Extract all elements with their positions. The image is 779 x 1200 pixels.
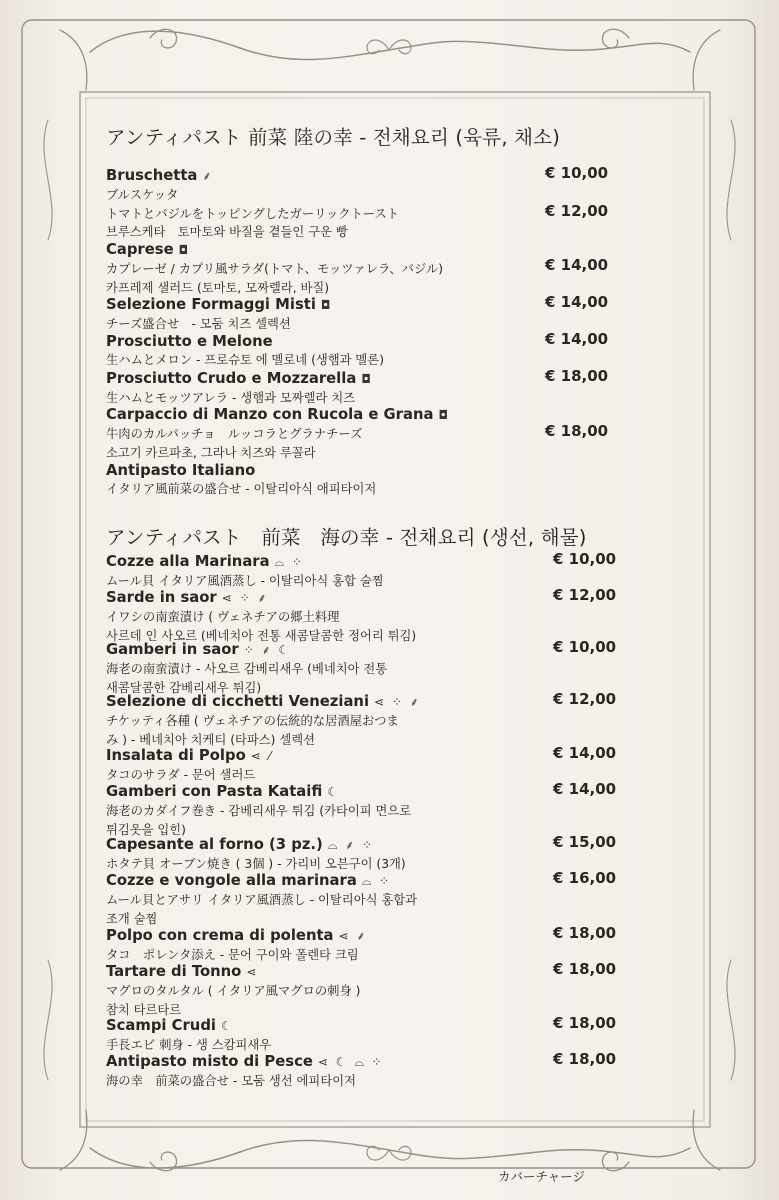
shellfish-icon: ⌓ ⁘ (361, 874, 392, 888)
item-desc: 海の幸 前菜の盛合せ - 모둠 생선 에피타이저 (106, 1074, 356, 1088)
item-desc: チーズ盛合せ - 모둠 치즈 셀렉션 (106, 317, 291, 331)
fish-icon: ⋖ ⁘ ⸙ (221, 591, 269, 605)
item-desc: カプレーゼ / カプリ風サラダ(トマト、モッツァレラ、バジル) (106, 262, 444, 276)
item-desc: ムール貝とアサリ イタリア風酒蒸し - 이탈리아식 홍합과 (106, 893, 417, 907)
item-desc: ムール貝 イタリア風酒蒸し - 이탈리아식 홍합 술찜 (106, 574, 384, 588)
cheese-icon: ◘ (320, 298, 333, 312)
price: € 15,00 (553, 833, 617, 851)
menu-item-formaggi (106, 295, 526, 334)
fish-icon: ⋖ ⁄ (250, 749, 273, 763)
menu-item-misto (106, 1052, 526, 1091)
menu-item-capesante (106, 835, 526, 874)
item-name: Antipasto misto di Pesce (106, 1053, 313, 1070)
price: € 14,00 (553, 744, 617, 762)
menu-item-polenta (106, 926, 526, 965)
item-desc: 사르데 인 사오르 (베네치아 전통 새콤달콤한 정어리 튀김) (106, 628, 417, 643)
cheese-icon: ◘ (438, 408, 450, 422)
shrimp-icon: ☾ (221, 1019, 234, 1033)
price: € 16,00 (553, 869, 617, 887)
section-title-sea: アンティパスト 前菜 海の幸 - 전채요리 (생선, 해물) (106, 526, 587, 549)
item-name: Caprese (106, 241, 174, 258)
menu-item-italiano (106, 461, 526, 499)
item-name: Sarde in saor (106, 589, 217, 606)
item-desc: マグロのタルタル ( イタリア風マグロの刺身 ) (106, 984, 361, 998)
price: € 10,00 (545, 164, 609, 182)
item-desc: 牛肉のカルパッチョ ルッコラとグラナチーズ (106, 427, 363, 441)
item-desc: ブルスケッタ (106, 188, 179, 202)
item-name: Selezione di cicchetti Veneziani (106, 693, 370, 710)
menu-item-polpo (106, 746, 526, 785)
price: € 10,00 (553, 550, 617, 568)
fish-icon: ⋖ (246, 965, 259, 979)
menu-item-scampi (106, 1016, 526, 1055)
item-name: Gamberi con Pasta Kataifi (106, 783, 323, 800)
item-name: Cozze alla Marinara (106, 553, 270, 570)
item-name: Selezione Formaggi Misti (106, 296, 316, 313)
menu-item-vongole (106, 871, 526, 928)
item-desc: 生ハムとメロン - 프로슈토 에 멜로네 (생햄과 멜론) (106, 353, 384, 367)
fish-icon: ⋖ ⁘ ⸙ (374, 695, 421, 709)
price: € 18,00 (553, 1050, 617, 1068)
shellfish-icon: ⌓ ⁘ (274, 555, 304, 569)
item-name: Gamberi in saor (106, 641, 239, 658)
price: € 18,00 (545, 422, 609, 440)
section-title-land: アンティパスト 前菜 陸の幸 - 전채요리 (육류, 채소) (106, 126, 560, 149)
price: € 10,00 (553, 638, 617, 656)
menu-item-gamberi (106, 640, 526, 697)
shrimp-icon: ⁘ ⸙ ☾ (243, 643, 292, 657)
item-name: Scampi Crudi (106, 1017, 217, 1034)
item-name: Capesante al forno (3 pz.) (106, 836, 323, 853)
price: € 18,00 (553, 960, 617, 978)
item-desc: チケッティ各種 ( ヴェネチアの伝統的な居酒屋おつま (106, 714, 399, 728)
item-name: Antipasto Italiano (106, 462, 256, 479)
shrimp-icon: ☾ (327, 785, 341, 799)
fish-icon: ⋖ ⸙ (338, 929, 368, 943)
price: € 12,00 (545, 202, 609, 220)
price: € 12,00 (553, 586, 617, 604)
item-name: Tartare di Tonno (106, 963, 242, 980)
item-desc: 브루스케타 토마토와 바질을 곁들인 구운 빵 (106, 225, 348, 239)
menu-item-bruschetta (106, 166, 526, 242)
price: € 18,00 (553, 1014, 617, 1032)
menu-item-kataifi (106, 782, 526, 839)
cheese-icon: ◘ (361, 372, 373, 386)
item-name: Polpo con crema di polenta (106, 927, 334, 944)
price: € 14,00 (545, 330, 609, 348)
menu-item-tonno (106, 962, 526, 1019)
menu-item-sarde (106, 588, 526, 645)
menu-item-cicchetti (106, 692, 526, 749)
item-desc: イワシの南蛮漬け ( ヴェネチアの郷土料理 (106, 610, 340, 624)
item-name: Prosciutto Crudo e Mozzarella (106, 370, 357, 387)
item-desc: 生ハムとモッツアレラ - 생햄과 모짜렐라 치즈 (106, 391, 356, 405)
item-desc: 조개 술찜 (106, 911, 158, 926)
item-name: Prosciutto e Melone (106, 333, 273, 350)
item-desc: タコ ポレンタ添え - 문어 구이와 폴렌타 크림 (106, 948, 359, 962)
price: € 12,00 (553, 690, 617, 708)
item-desc: 참치 타르타르 (106, 1002, 182, 1017)
fish-icon: ⋖ ☾ ⌓ ⁘ (317, 1055, 384, 1069)
item-desc: タコのサラダ - 문어 샐러드 (106, 768, 256, 782)
price: € 18,00 (553, 924, 617, 942)
menu-item-melone (106, 332, 526, 370)
item-desc: 手長エビ 刺身 - 생 스캄피새우 (106, 1038, 272, 1052)
item-desc: 튀김옷을 입힌) (106, 822, 186, 837)
item-desc: トマトとバジルをトッピングしたガーリックトースト (106, 206, 400, 221)
item-desc: イタリア風前菜の盛合せ - 이탈리아식 애피타이저 (106, 482, 377, 496)
price: € 14,00 (545, 256, 609, 274)
menu-item-cozze (106, 552, 526, 591)
item-desc: み ) - 베네치아 치케티 (타파스) 셀렉션 (106, 732, 316, 747)
item-desc: ホタテ貝 オーブン焼き ( 3個 ) - 가리비 오븐구이 (3개) (106, 857, 406, 871)
menu-item-carpaccio (106, 405, 526, 462)
item-name: Insalata di Polpo (106, 747, 246, 764)
menu-item-caprese (106, 240, 526, 297)
item-name: Carpaccio di Manzo con Rucola e Grana (106, 406, 434, 423)
menu-item-crudo (106, 369, 526, 408)
cheese-icon: ◘ (178, 243, 191, 257)
item-desc: 소고기 카르파초, 그라나 치즈와 루꼴라 (106, 445, 316, 460)
item-name: Bruschetta (106, 167, 198, 184)
price: € 14,00 (553, 780, 617, 798)
item-desc: 海老のカダイフ巻き - 감베리새우 튀김 (카타이피 면으로 (106, 804, 412, 818)
item-desc: 카프레제 샐러드 (토마토, 모짜렐라, 바질) (106, 280, 330, 295)
price: € 14,00 (545, 293, 609, 311)
shellfish-icon: ⌓ ⸙ ⁘ (327, 838, 375, 852)
item-desc: 새콤달콤한 감베리새우 튀김) (106, 680, 262, 695)
item-desc: 海老の南蛮漬け - 사오르 감베리새우 (베네치아 전통 (106, 662, 388, 676)
price: € 18,00 (545, 367, 609, 385)
item-name: Cozze e vongole alla marinara (106, 872, 357, 889)
cover-charge-note: カバーチャージ (498, 1169, 585, 1184)
herb-icon: ⸙ (202, 169, 214, 183)
